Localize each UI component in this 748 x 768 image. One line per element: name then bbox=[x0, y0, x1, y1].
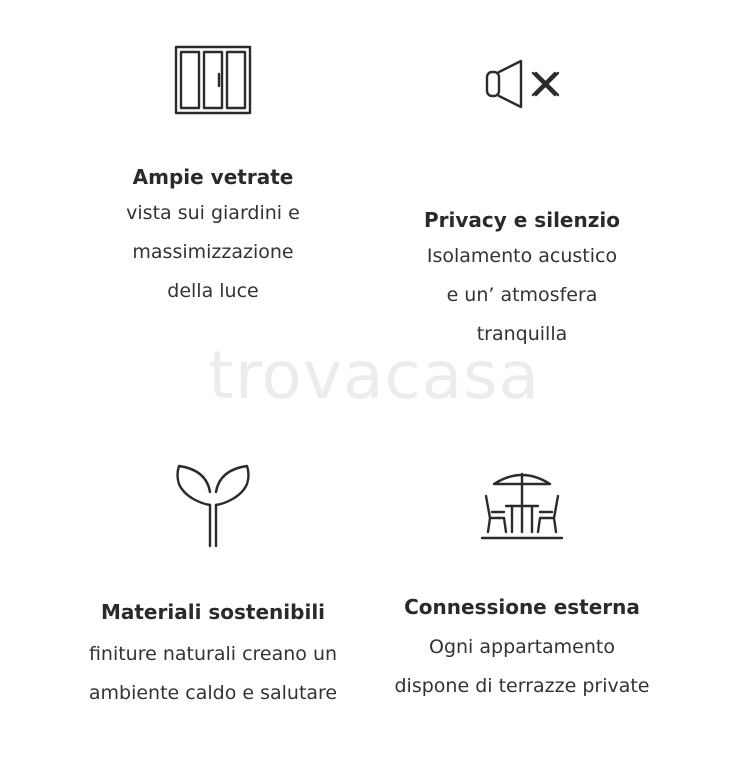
feature-description-line: Ogni appartamento bbox=[428, 636, 615, 658]
sliding-window-icon bbox=[173, 44, 253, 116]
feature-description bbox=[43, 635, 383, 713]
feature-description bbox=[43, 194, 383, 311]
trovacasa-watermark: trovacasa bbox=[207, 337, 540, 414]
feature-description-line: della luce bbox=[167, 280, 259, 302]
feature-title: Ampie vetrate bbox=[132, 165, 294, 189]
feature-description-line: ambiente caldo e salutare bbox=[88, 682, 338, 704]
feature-description-line: finiture naturali creano un bbox=[88, 643, 338, 665]
feature-description-line: tranquilla bbox=[476, 323, 568, 345]
feature-privacy-silenzio bbox=[352, 58, 692, 354]
terrace-table-umbrella-icon bbox=[480, 468, 564, 544]
feature-description-line: dispone di terrazze private bbox=[394, 675, 650, 697]
feature-description bbox=[352, 237, 692, 354]
speaker-mute-icon bbox=[481, 58, 563, 110]
feature-description-line: massimizzazione bbox=[132, 241, 294, 263]
feature-description-line: e un’ atmosfera bbox=[446, 284, 598, 306]
feature-description-line: vista sui giardini e bbox=[126, 202, 300, 224]
feature-title: Materiali sostenibili bbox=[100, 600, 326, 624]
sprout-icon bbox=[173, 462, 253, 548]
feature-title: Privacy e silenzio bbox=[424, 208, 620, 232]
feature-connessione-esterna bbox=[352, 468, 692, 706]
feature-title: Connessione esterna bbox=[404, 595, 640, 619]
feature-materiali-sostenibili bbox=[43, 462, 383, 713]
feature-description bbox=[352, 628, 692, 706]
feature-ampie-vetrate bbox=[43, 44, 383, 311]
feature-description-line: Isolamento acustico bbox=[426, 245, 618, 267]
